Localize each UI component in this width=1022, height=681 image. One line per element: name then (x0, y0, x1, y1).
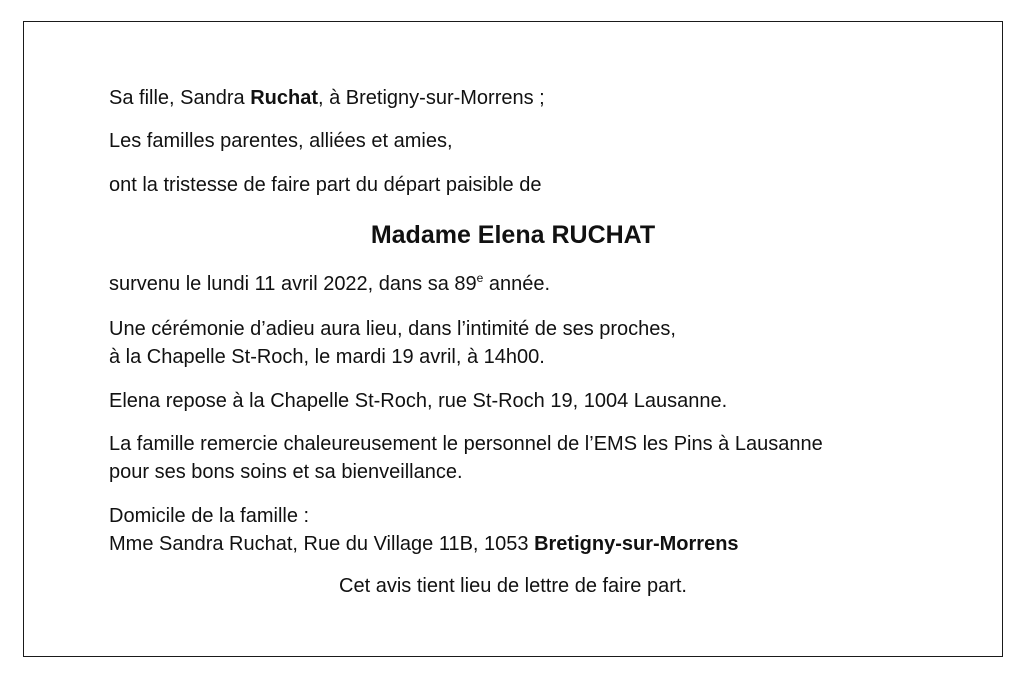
closing-line: Cet avis tient lieu de lettre de faire part. (339, 575, 687, 597)
ceremony-line-2: à la Chapelle St-Roch, le mardi 19 avril, à 14h00. (109, 346, 545, 368)
thanks-line-1: La famille remercie chaleureusement le personnel de l’EMS les Pins à Lausanne (109, 433, 823, 455)
daughter-locality: , à Bretigny-sur-Morrens ; (318, 87, 545, 109)
ordinal-suffix: e (476, 271, 484, 285)
domicile-label: Domicile de la famille : (109, 505, 310, 527)
daughter-surname: Ruchat (250, 87, 318, 109)
domicile-locality: Bretigny-sur-Morrens (534, 533, 739, 555)
daughter-text: Sa fille, Sandra (109, 87, 251, 109)
ceremony-line-1: Une cérémonie d’adieu aura lieu, dans l’intimité de ses proches, (109, 318, 676, 340)
domicile-address (109, 530, 739, 558)
deceased-name: Madame Elena RUCHAT (370, 221, 656, 249)
family-daughter-line (109, 84, 545, 112)
announcement-line: ont la tristesse de faire part du départ paisible de (109, 174, 542, 196)
thanks-line-2: pour ses bons soins et sa bienveillance. (109, 461, 463, 483)
families-line: Les familles parentes, alliées et amies, (109, 130, 453, 152)
death-date-end: année. (483, 273, 551, 295)
obituary-notice (23, 21, 1003, 657)
rest-place-line: Elena repose à la Chapelle St-Roch, rue St-Roch 19, 1004 Lausanne. (109, 390, 728, 412)
death-date-text: survenu le lundi 11 avril 2022, dans sa 89 (109, 273, 477, 295)
domicile-street: Mme Sandra Ruchat, Rue du Village 11B, 1053 (109, 533, 535, 555)
death-date-line (109, 270, 550, 298)
